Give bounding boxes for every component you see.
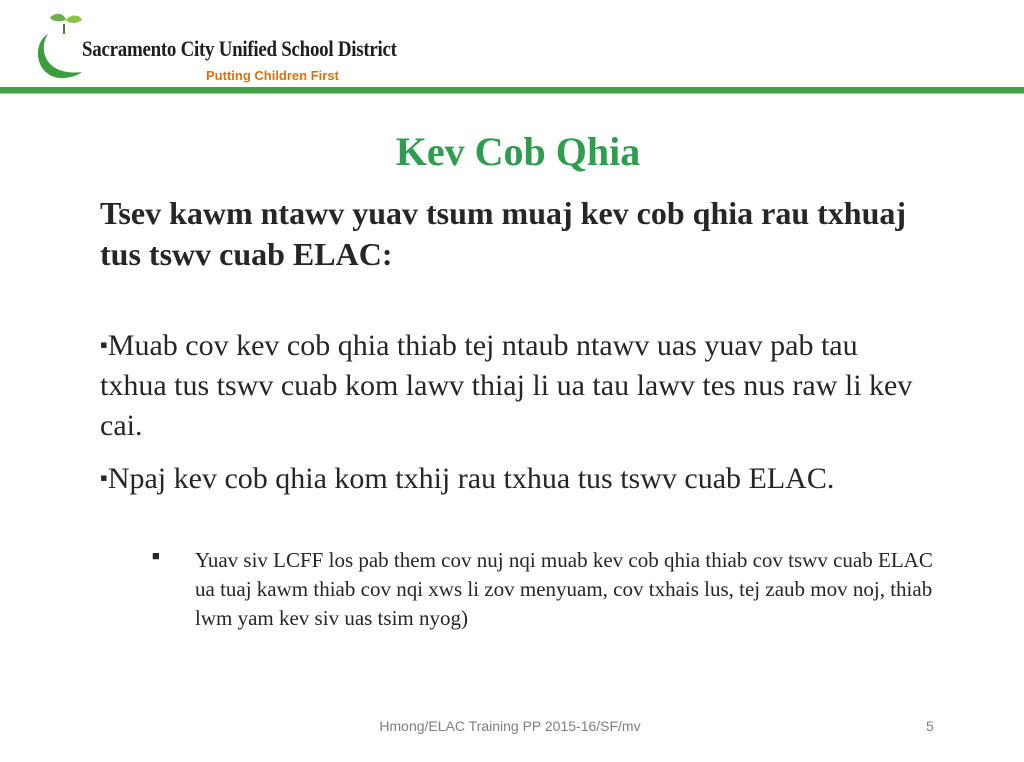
sub-bullet-text: Yuav siv LCFF los pab them cov nuj nqi muab kev cob qhia thiab cov tswv cuab ELAC ua tuaj kawm thiab cov nqi xws li zov menyuam, cov txhais lus, tej zaub mov noj, thiab lwm yam kev siv uas tsim nyog)	[195, 548, 933, 630]
bullet-marker: ▪	[100, 332, 108, 357]
lead-statement: Tsev kawm ntawv yuav tsum muaj kev cob qhia rau txhuaj tus tswv cuab ELAC:	[100, 195, 907, 272]
district-name: Sacramento City Unified School District	[82, 36, 397, 61]
footer-text: Hmong/ELAC Training PP 2015-16/SF/mv	[379, 718, 641, 734]
district-tagline: Putting Children First	[206, 68, 339, 83]
sub-bullet-marker: ■	[152, 548, 160, 563]
page-number: 5	[926, 718, 934, 734]
slide-title: Kev Cob Qhia	[395, 129, 641, 174]
bullet-text: Muab cov kev cob qhia thiab tej ntaub ntawv uas yuav pab tau txhua tus tswv cuab kom lawv thiaj li ua tau lawv tes nus raw li kev cai.	[100, 329, 913, 442]
bullet-item	[100, 458, 930, 499]
bullet-item	[100, 325, 930, 446]
bullet-marker: ▪	[100, 465, 108, 490]
bullet-text: Npaj kev cob qhia kom txhij rau txhua tus tswv cuab ELAC.	[107, 462, 835, 495]
slide-header	[0, 0, 1024, 100]
district-logo	[30, 12, 397, 88]
header-rule-shadow	[0, 93, 1024, 94]
apple-logo-icon	[30, 12, 90, 88]
